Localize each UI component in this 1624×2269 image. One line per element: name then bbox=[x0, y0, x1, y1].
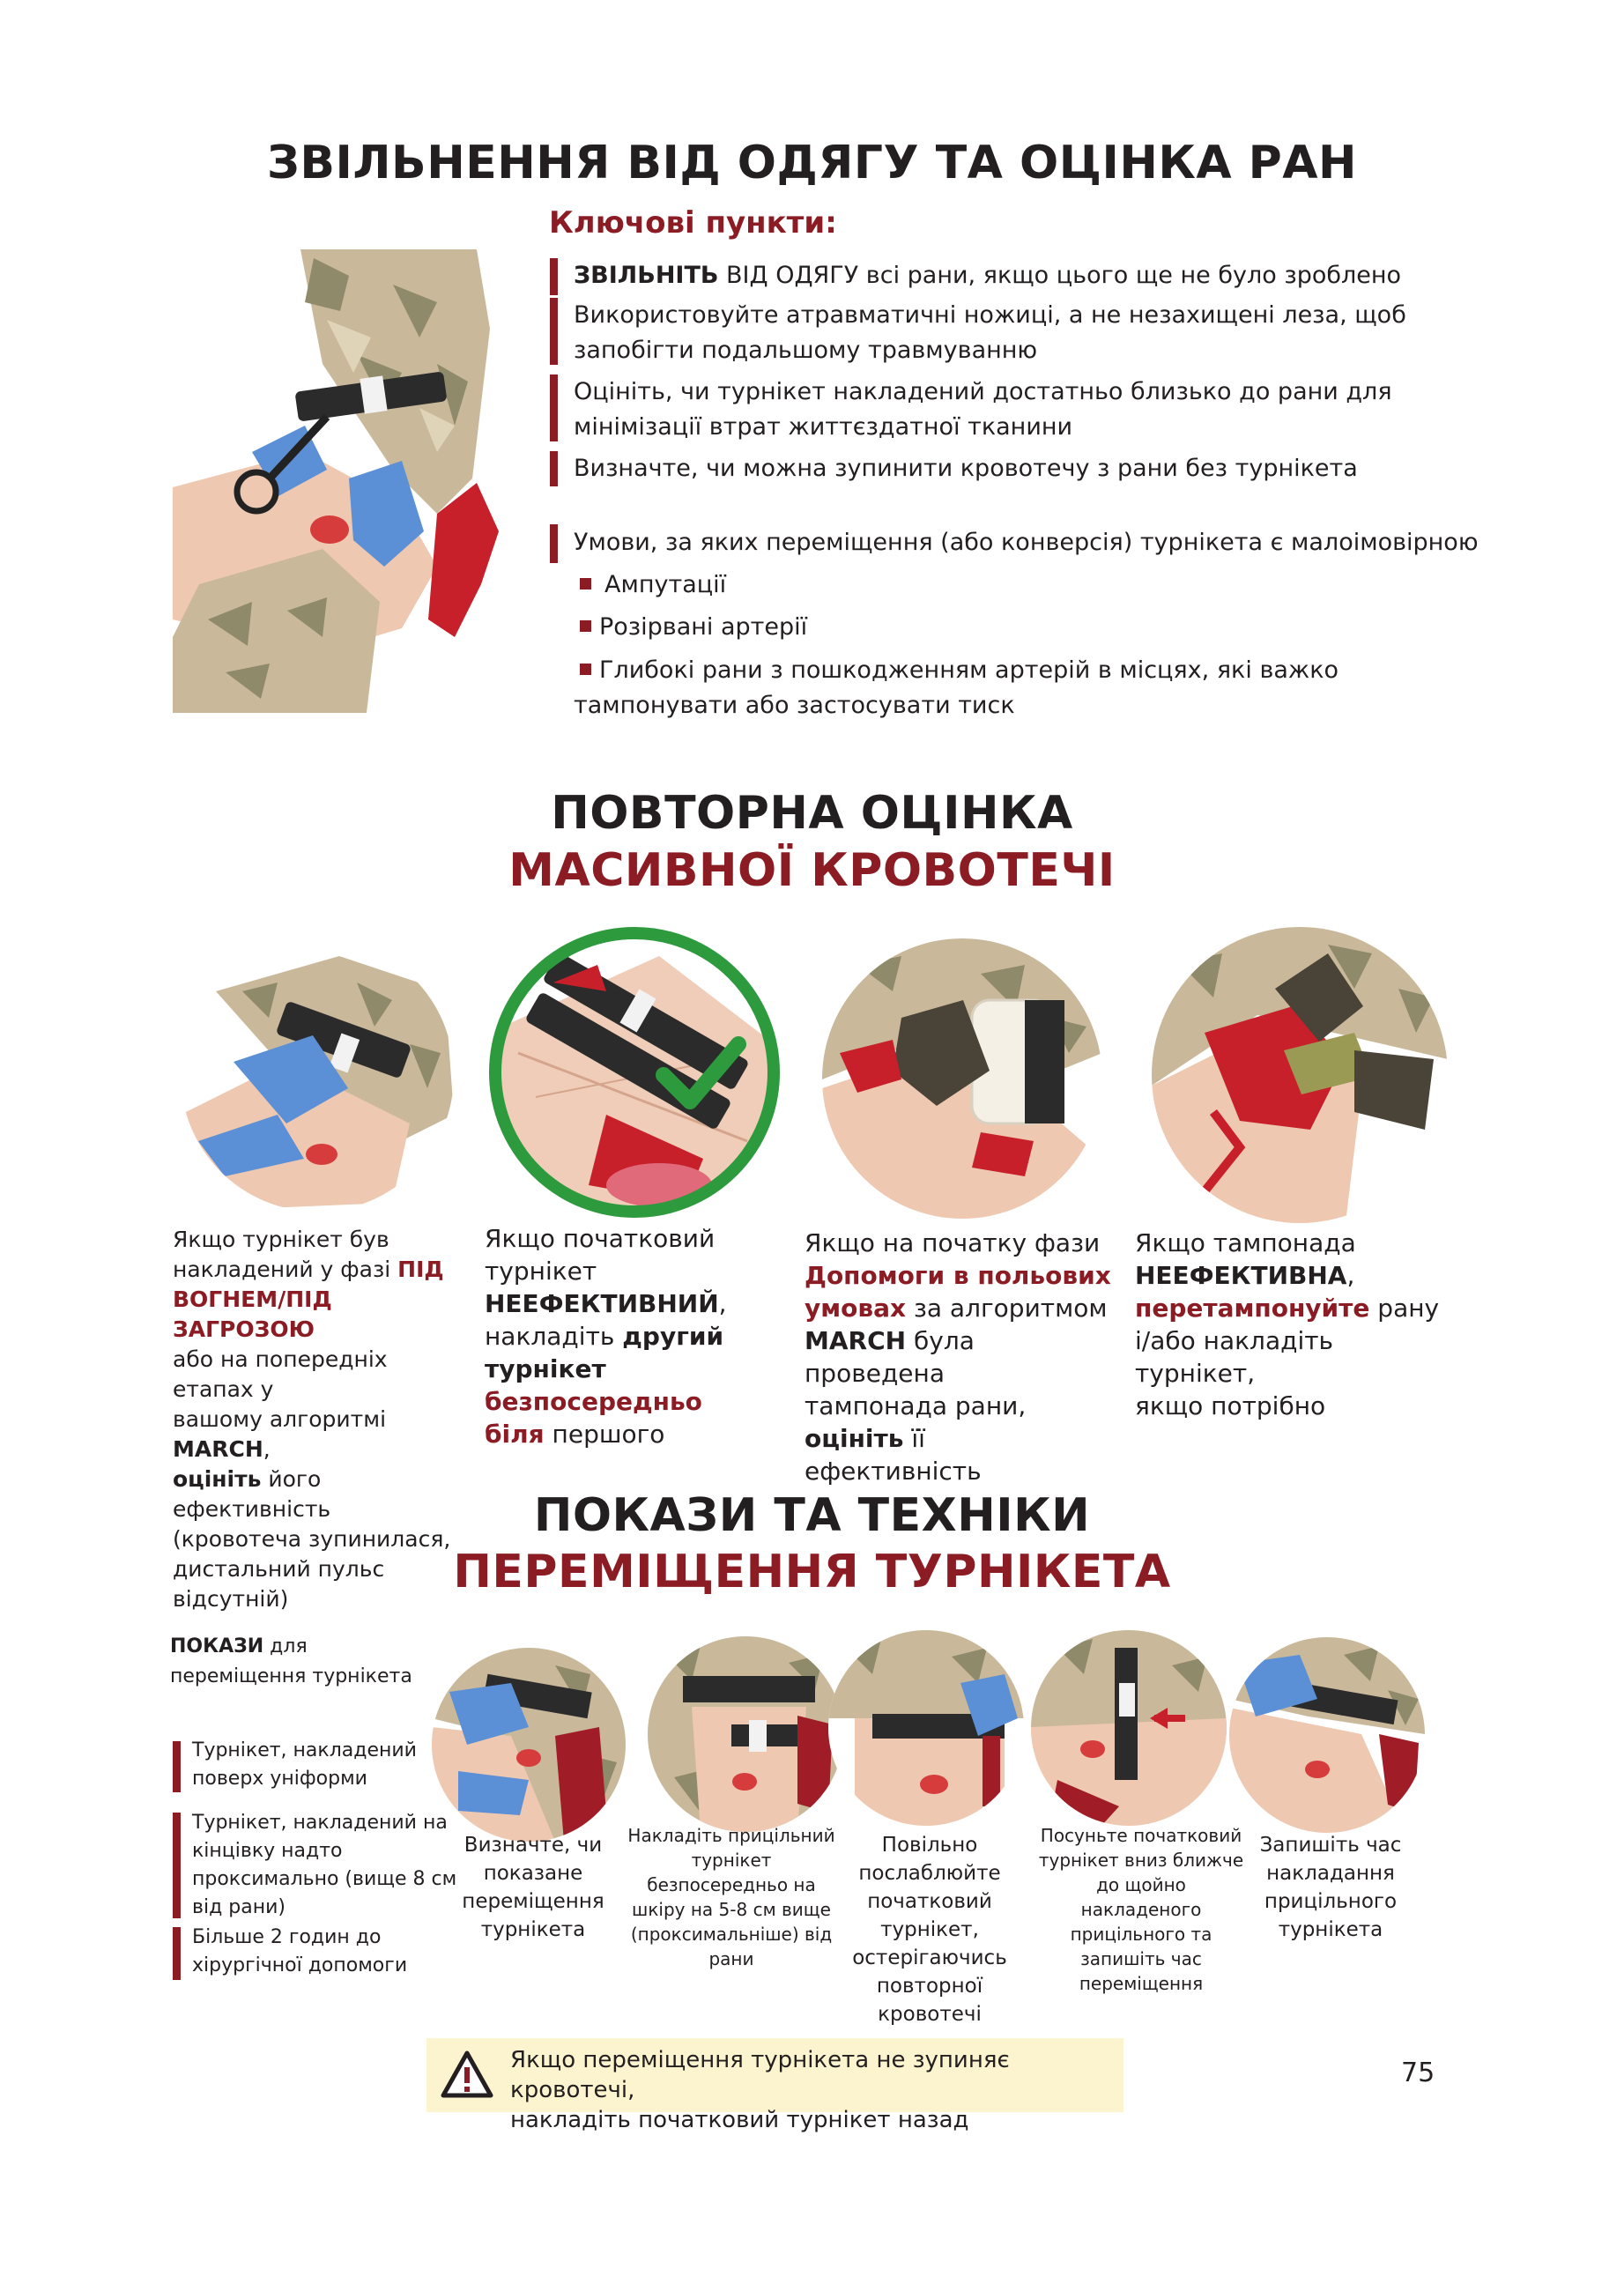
bullet-marker bbox=[173, 1741, 181, 1792]
bullet-expose-wounds: ЗВІЛЬНІТЬ ВІД ОДЯГУ всі рани, якщо цього ще не було зроблено bbox=[574, 262, 1402, 289]
bullet-scissors: Використовуйте атравматичні ножиці, а не незахищені леза, щоб запобігти подальшому травмуванню bbox=[574, 301, 1406, 364]
caption-assess-tourniquet: Якщо турнікет був накладений у фазі ПІД ВОГНЕМ/ПІД ЗАГРОЗОЮ або на попередніх етапах у вашому алгоритмі MARCH, оцініть його ефективність (кровотеча зупинилася, дистальний пульс відсутній) bbox=[173, 1227, 451, 1612]
step4-caption: Посуньте початковий турнікет вниз ближче до щойно накладеного прицільного та запишіть час переміщення bbox=[1038, 1825, 1244, 1994]
caption-repack-wound: Якщо тампонада НЕЕФЕКТИВНА, перетампонуйте рану і/або накладіть турнікет, якщо потрібно bbox=[1135, 1228, 1440, 1420]
bullet-marker bbox=[173, 1813, 181, 1918]
illustration-assess-tourniquet bbox=[181, 938, 454, 1212]
sub-bullet-arteries: Розірвані артерії bbox=[599, 613, 808, 641]
illustration-second-tourniquet bbox=[483, 921, 786, 1224]
sub-bullet-marker bbox=[580, 578, 591, 589]
illustration-repack-wound bbox=[1152, 927, 1448, 1223]
section3-title-line2: ПЕРЕМІЩЕННЯ ТУРНІКЕТА bbox=[453, 1546, 1171, 1598]
bullet-marker bbox=[550, 451, 558, 486]
warning-icon bbox=[441, 2050, 493, 2099]
bullet-marker bbox=[550, 374, 558, 441]
caption-second-tourniquet: Якщо початковий турнікет НЕЕФЕКТИВНИЙ, накладіть другий турнікет безпосередньо біля першого bbox=[485, 1224, 727, 1449]
illustration-assess-packing bbox=[822, 938, 1102, 1219]
bullet-marker bbox=[173, 1927, 181, 1980]
bullet-stop-bleeding: Визначте, чи можна зупинити кровотечу з рани без турнікета bbox=[574, 455, 1358, 482]
illustration-clothing-removal bbox=[173, 249, 525, 713]
step2-caption: Накладіть прицільний турнікет безпосередньо на шкіру на 5-8 см вище (проксимальніше) від рани bbox=[627, 1825, 835, 1969]
indications-heading: ПОКАЗИ для переміщення турнікета bbox=[170, 1635, 412, 1687]
step5-caption: Запишіть час накладання прицільного турнікета bbox=[1259, 1834, 1402, 1941]
indication-too-proximal: Турнікет, накладений на кінцівку надто проксимально (вище 8 см від рани) bbox=[192, 1812, 457, 1918]
section1-title: ЗВІЛЬНЕННЯ ВІД ОДЯГУ ТА ОЦІНКА РАН bbox=[266, 137, 1358, 189]
illustration-step4 bbox=[1031, 1630, 1227, 1826]
step3-caption: Повільно послаблюйте початковий турнікет, остерігаючись повторної кровотечі bbox=[852, 1834, 1007, 2026]
illustration-step1 bbox=[432, 1648, 626, 1842]
page-number: 75 bbox=[1401, 2058, 1435, 2088]
section2-title-line2: МАСИВНОЇ КРОВОТЕЧІ bbox=[508, 844, 1116, 897]
indication-over-uniform: Турнікет, накладений поверх уніформи bbox=[192, 1739, 417, 1790]
section3-title-line1: ПОКАЗИ ТА ТЕХНІКИ bbox=[533, 1489, 1091, 1542]
bullet-marker bbox=[550, 298, 558, 365]
bullet-tourniquet-proximity: Оцініть, чи турнікет накладений достатньо близько до рани для мінімізації втрат життєздатної тканини bbox=[574, 378, 1392, 441]
warning-box bbox=[426, 2038, 1123, 2133]
sub-bullet-deep-wounds: Глибокі рани з пошкодженням артерій в місцях, які важко тампонувати або застосувати тиск bbox=[574, 656, 1339, 719]
section2-title-line1: ПОВТОРНА ОЦІНКА bbox=[551, 787, 1073, 840]
warning-text: Якщо переміщення турнікета не зупиняє кровотечі, накладіть початковий турнікет назад bbox=[510, 2047, 1010, 2133]
key-points-heading: Ключові пункти: bbox=[549, 205, 837, 241]
illustration-step2 bbox=[648, 1636, 843, 1832]
bullet-conversion-conditions: Умови, за яких переміщення (або конверсія) турнікета є малоімовірною bbox=[574, 529, 1479, 556]
bullet-marker bbox=[550, 258, 558, 295]
illustration-step5 bbox=[1229, 1637, 1425, 1833]
step1-caption: Визначте, чи показане переміщення турнікета bbox=[462, 1834, 604, 1941]
bullet-marker bbox=[550, 524, 558, 563]
sub-bullet-marker bbox=[580, 620, 591, 632]
sub-bullet-amputations: Ампутації bbox=[604, 571, 727, 598]
caption-assess-packing: Якщо на початку фази Допомоги в польових умовах за алгоритмом MARCH була проведена тампонада рани, оцініть її ефективність bbox=[805, 1228, 1111, 1486]
indication-over-2-hours: Більше 2 годин до хірургічної допомоги bbox=[192, 1926, 408, 1976]
illustration-step3 bbox=[828, 1630, 1024, 1826]
